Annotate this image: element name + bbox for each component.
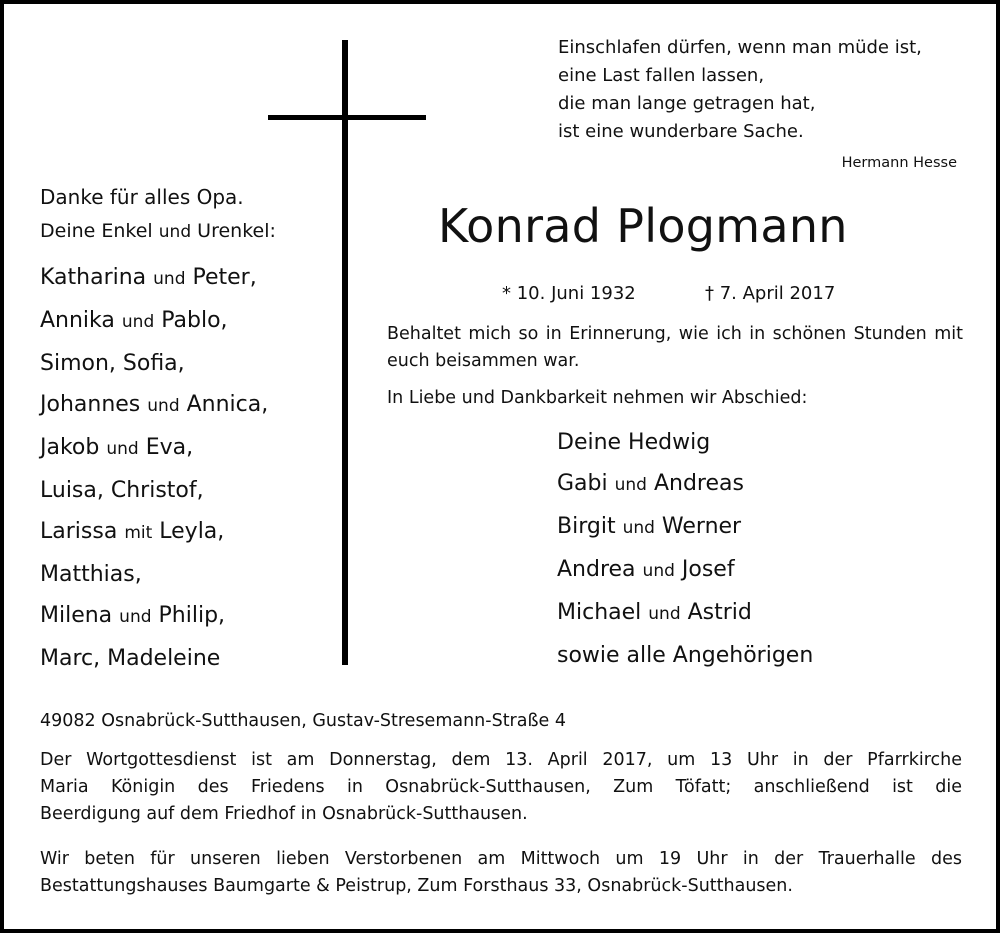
death-date: † 7. April 2017: [705, 283, 836, 304]
service-line: Maria Königin des Friedens in Osnabrück-Sutthausen, Zum Töfatt; anschließend ist die: [40, 777, 962, 797]
quote-line: die man lange getragen hat,: [558, 93, 816, 114]
farewell-line: In Liebe und Dankbarkeit nehmen wir Abschied:: [387, 388, 808, 408]
prayer-line: Wir beten für unseren lieben Verstorbenen am Mittwoch um 19 Uhr in der Trauerhalle des: [40, 849, 962, 869]
quote-author: Hermann Hesse: [841, 155, 957, 171]
service-line: Beerdigung auf dem Friedhof in Osnabrück-Sutthausen.: [40, 804, 528, 824]
family-name-row: Birgit und Werner: [557, 514, 742, 539]
grandchild-name-row: Katharina und Peter,: [40, 265, 257, 290]
address: 49082 Osnabrück-Sutthausen, Gustav-Stresemann-Straße 4: [40, 711, 566, 731]
family-name-row: Andrea und Josef: [557, 557, 735, 582]
thanks-line: Danke für alles Opa.: [40, 185, 244, 209]
grandchild-name-row: Marc, Madeleine: [40, 646, 221, 671]
quote-line: ist eine wunderbare Sache.: [558, 121, 804, 142]
grandchild-name-row: Matthias,: [40, 562, 142, 587]
family-name-row: Michael und Astrid: [557, 600, 752, 625]
grandchild-name-row: Jakob und Eva,: [40, 435, 194, 460]
grandchild-name-row: Luisa, Christof,: [40, 478, 204, 503]
grandchild-name-row: Larissa mit Leyla,: [40, 519, 225, 544]
grandchild-name-row: Johannes und Annica,: [40, 392, 269, 417]
family-list: [557, 422, 813, 676]
family-name-row: Deine Hedwig: [557, 430, 711, 455]
birth-date: * 10. Juni 1932: [502, 283, 636, 304]
grandchild-name-row: Simon, Sofia,: [40, 351, 185, 376]
prayer-line: Bestattungshauses Baumgarte & Peistrup, Zum Forsthaus 33, Osnabrück-Sutthausen.: [40, 876, 793, 896]
memorial-verse: Behaltet mich so in Erinnerung, wie ich in schönen Stunden mit euch beisammen war.: [387, 324, 963, 371]
deceased-name: Konrad Plogmann: [438, 199, 848, 253]
grandchildren-label: Deine Enkel und Urenkel:: [40, 220, 276, 242]
grandchildren-list: [40, 257, 276, 679]
quote-line: eine Last fallen lassen,: [558, 65, 765, 86]
prayer-paragraph: [40, 846, 962, 900]
quote: [558, 34, 922, 146]
cross-icon-bar: [268, 115, 426, 120]
service-paragraph: [40, 747, 962, 828]
family-name-row: sowie alle Angehörigen: [557, 643, 814, 668]
grandchildren-section: [40, 183, 276, 679]
quote-line: Einschlafen dürfen, wenn man müde ist,: [558, 37, 922, 58]
cross-icon: [342, 40, 348, 665]
grandchild-name-row: Annika und Pablo,: [40, 308, 228, 333]
grandchild-name-row: Milena und Philip,: [40, 603, 226, 628]
family-name-row: Gabi und Andreas: [557, 471, 744, 496]
service-line: Der Wortgottesdienst ist am Donnerstag, dem 13. April 2017, um 13 Uhr in der Pfarrkirche: [40, 750, 962, 770]
